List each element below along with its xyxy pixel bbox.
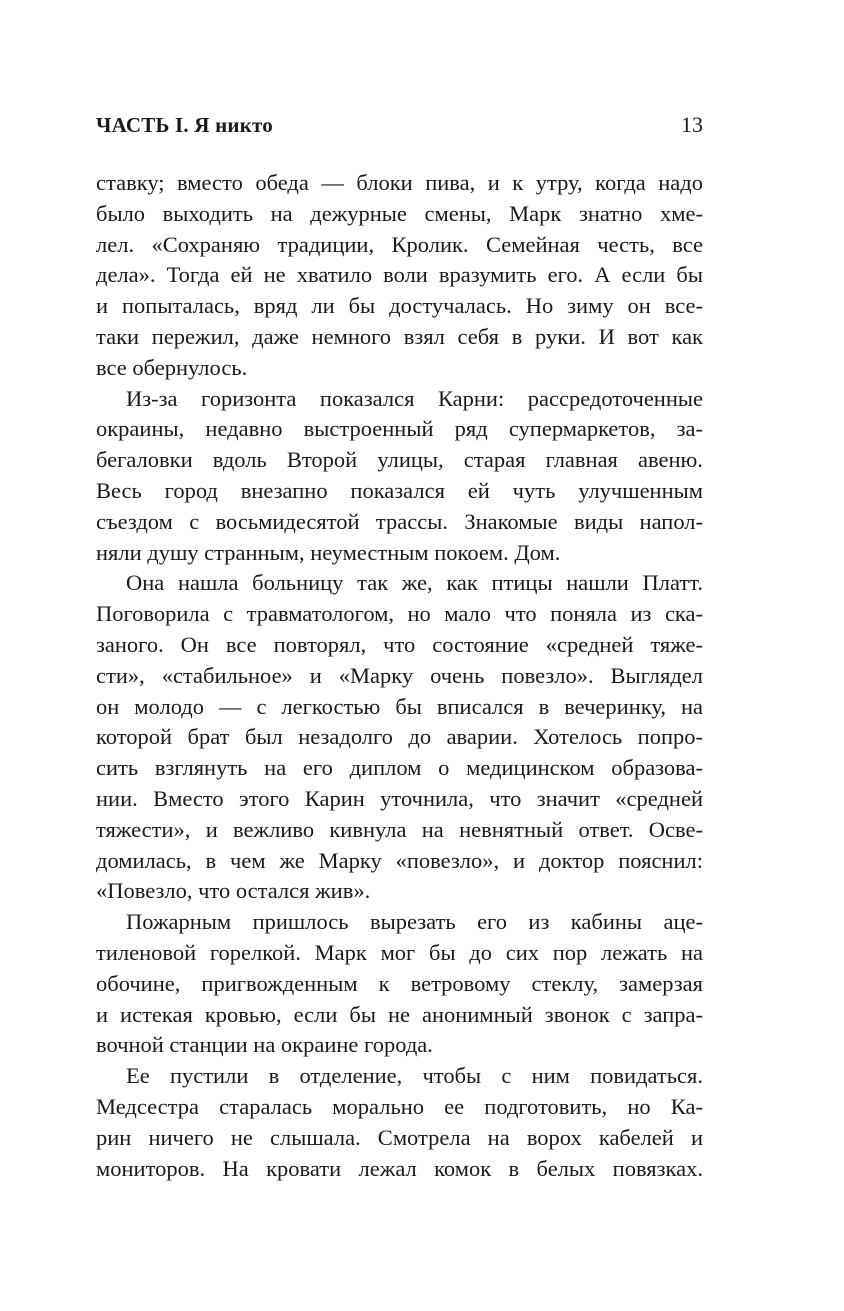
text-line: Ее пустили в отделение, чтобы с ним повидаться.: [126, 1063, 703, 1089]
text-line: он молодо — с легкостью бы вписался в вечеринку, на: [96, 693, 703, 719]
text-line: мониторов. На кровати лежал комок в белых повязках.: [96, 1155, 703, 1181]
text-line: сить взглянуть на его диплом о медицинском образова-: [96, 755, 703, 781]
text-line: Весь город внезапно показался ей чуть улучшенным: [96, 477, 703, 503]
text-line: «Повезло, что остался жив».: [96, 878, 371, 904]
book-page: [96, 112, 703, 1184]
text-line: съездом с восьмидесятой трассы. Знакомые виды напол-: [96, 508, 703, 534]
running-head: [96, 112, 703, 152]
text-line: дела». Тогда ей не хватило воли вразумить его. А если бы: [96, 262, 703, 288]
paragraph: [96, 907, 703, 1061]
text-line: сти», «стабильное» и «Марку очень повезло». Выглядел: [96, 662, 703, 688]
text-line: и истекая кровью, если бы не анонимный звонок с запра-: [96, 1001, 703, 1027]
text-line: Пожарным пришлось вырезать его из кабины аце-: [126, 909, 703, 935]
text-line: Из-за горизонта показался Карни: рассредоточенные: [126, 385, 703, 411]
paragraph: [96, 384, 703, 569]
paragraph: [96, 168, 703, 384]
text-line: няли душу странным, неуместным покоем. Дом.: [96, 539, 561, 565]
body-text: [96, 168, 703, 1184]
text-line: рин ничего не слышала. Смотрела на ворох кабелей и: [96, 1124, 703, 1150]
text-line: которой брат был незадолго до аварии. Хотелось попро-: [96, 724, 703, 750]
page-number: 13: [681, 112, 703, 137]
text-line: ставку; вместо обеда — блоки пива, и к утру, когда надо: [96, 170, 703, 195]
text-line: нии. Вместо этого Карин уточнила, что значит «средней: [96, 785, 703, 811]
text-line: бегаловки вдоль Второй улицы, старая главная авеню.: [96, 447, 703, 473]
text-line: домилась, в чем же Марку «повезло», и доктор пояснил:: [96, 847, 703, 873]
text-line: таки пережил, даже немного взял себя в руки. И вот как: [96, 323, 703, 349]
text-line: тяжести», и вежливо кивнула на невнятный ответ. Осве-: [96, 816, 703, 842]
text-line: Она нашла больницу так же, как птицы нашли Платт.: [126, 570, 703, 596]
text-line: все обернулось.: [96, 354, 248, 380]
paragraph: [96, 568, 703, 907]
text-line: тиленовой горелкой. Марк мог бы до сих пор лежать на: [96, 939, 703, 965]
text-line: окраины, недавно выстроенный ряд супермаркетов, за-: [96, 416, 703, 442]
text-line: Медсестра старалась морально ее подготовить, но Ка-: [96, 1093, 703, 1119]
text-line: обочине, пригвожденным к ветровому стеклу, замерзая: [96, 970, 703, 996]
paragraph: [96, 1061, 703, 1184]
text-line: и попыталась, вряд ли бы достучалась. Но зиму он все-: [96, 293, 703, 319]
text-line: Поговорила с травматологом, но мало что поняла из ска-: [96, 601, 703, 627]
text-line: лел. «Сохраняю традиции, Кролик. Семейная честь, все: [96, 231, 703, 257]
text-line: было выходить на дежурные смены, Марк знатно хме-: [96, 200, 703, 226]
text-line: вочной станции на окраине города.: [96, 1032, 433, 1058]
text-line: заного. Он все повторял, что состояние «средней тяже-: [96, 631, 703, 657]
chapter-title: ЧАСТЬ I. Я никто: [96, 113, 273, 137]
